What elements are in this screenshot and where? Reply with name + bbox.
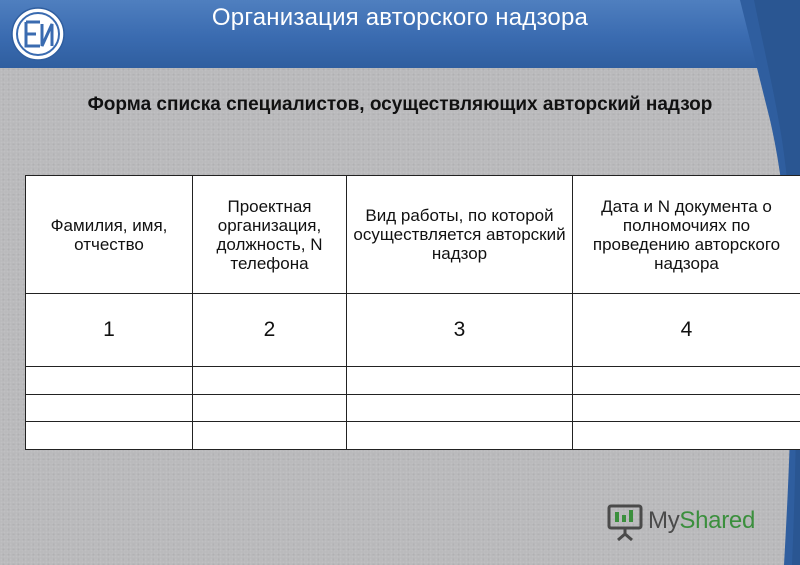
column-header: Вид работы, по которой осуществляется авторский надзор	[347, 176, 573, 294]
column-header: Фамилия, имя, отчество	[26, 176, 193, 294]
table-row	[26, 422, 800, 450]
form-subtitle: Форма списка специалистов, осуществляющих авторский надзор	[87, 94, 713, 115]
table-cell	[573, 422, 800, 450]
table-cell: 4	[573, 294, 800, 367]
specialists-table	[25, 175, 800, 450]
watermark	[606, 502, 776, 542]
table-cell	[573, 367, 800, 395]
table-header-row	[26, 176, 800, 294]
watermark-text-a: My	[648, 507, 680, 534]
table-cell: 1	[26, 294, 193, 367]
page-title: Организация авторского надзора	[211, 4, 589, 31]
presentation-board-icon	[606, 502, 644, 542]
watermark-text-b: Shared	[679, 507, 755, 534]
column-header: Дата и N документа о полномочиях по проведению авторского надзора	[573, 176, 800, 294]
table-cell	[573, 395, 800, 422]
table-cell	[193, 367, 347, 395]
table-row	[26, 367, 800, 395]
table-cell	[347, 395, 573, 422]
header-bar	[0, 0, 800, 68]
table-cell	[347, 422, 573, 450]
table-cell	[193, 395, 347, 422]
table-cell	[26, 422, 193, 450]
table-cell	[347, 367, 573, 395]
column-header: Проектная организация, должность, N телефона	[193, 176, 347, 294]
table-cell	[193, 422, 347, 450]
table-cell	[26, 395, 193, 422]
table-row	[26, 294, 800, 367]
table-cell: 3	[347, 294, 573, 367]
table-cell	[26, 367, 193, 395]
table-cell: 2	[193, 294, 347, 367]
table-row	[26, 395, 800, 422]
watermark-text	[648, 507, 755, 535]
